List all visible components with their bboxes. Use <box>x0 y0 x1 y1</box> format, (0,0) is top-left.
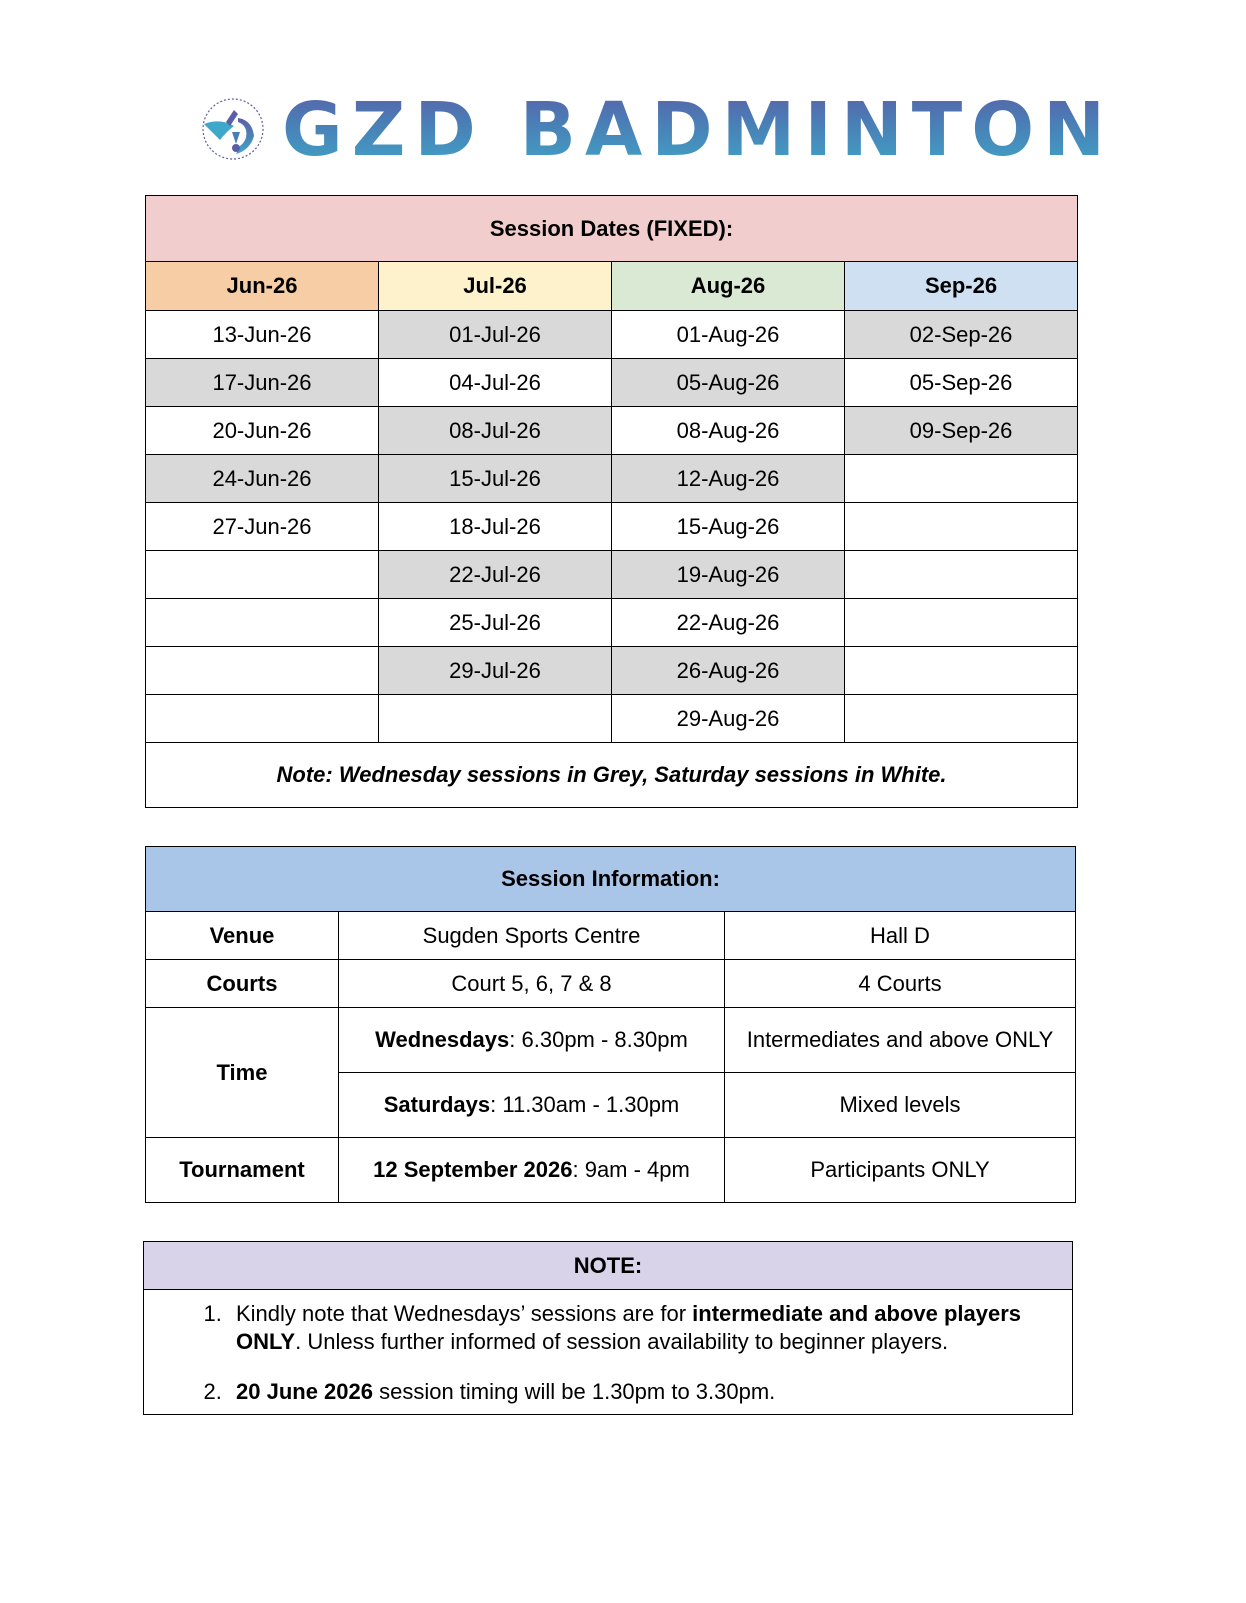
wednesday-level: Intermediates and above ONLY <box>725 1008 1076 1073</box>
note-item-2-date: 20 June 2026 <box>236 1379 373 1404</box>
saturday-day: Saturdays <box>383 1092 491 1117</box>
note-item-2-text: session timing will be 1.30pm to 3.30pm. <box>372 1379 776 1404</box>
note-item-1-emphasis: intermediate and above players ONLY <box>236 1301 1022 1354</box>
note-box <box>143 1241 1073 1415</box>
date-cell <box>845 599 1078 647</box>
date-cell: 08-Aug-26 <box>612 407 845 455</box>
time-label: Time <box>146 1008 339 1138</box>
date-cell: 17-Jun-26 <box>146 359 379 407</box>
date-cell <box>845 503 1078 551</box>
date-cell: 05-Sep-26 <box>845 359 1078 407</box>
date-cell: 15-Jul-26 <box>379 455 612 503</box>
wednesday-time <box>339 1008 725 1073</box>
table-row <box>146 455 1078 503</box>
date-cell: 01-Aug-26 <box>612 311 845 359</box>
tournament-date-time <box>339 1138 725 1203</box>
date-cell: 29-Jul-26 <box>379 647 612 695</box>
date-cell <box>379 695 612 743</box>
wednesday-day: Wednesdays <box>375 1027 510 1052</box>
table-row <box>146 407 1078 455</box>
note-item-1 <box>228 1300 1052 1356</box>
tournament-hours: : 9am - 4pm <box>572 1157 690 1182</box>
dates-legend-note: Note: Wednesday sessions in Grey, Saturday sessions in White. <box>146 743 1078 808</box>
date-cell: 13-Jun-26 <box>146 311 379 359</box>
table-row <box>146 359 1078 407</box>
saturday-hours: : 11.30am - 1.30pm <box>490 1092 680 1117</box>
date-cell <box>845 647 1078 695</box>
month-header: Sep-26 <box>845 262 1078 311</box>
date-cell <box>146 551 379 599</box>
month-header: Jul-26 <box>379 262 612 311</box>
note-list <box>144 1290 1072 1406</box>
tournament-participants: Participants ONLY <box>725 1138 1076 1203</box>
month-header: Jun-26 <box>146 262 379 311</box>
venue-place: Sugden Sports Centre <box>339 912 725 960</box>
courts-count: 4 Courts <box>725 960 1076 1008</box>
date-cell <box>146 647 379 695</box>
table-row <box>146 647 1078 695</box>
session-dates-table <box>145 195 1078 808</box>
saturday-level: Mixed levels <box>725 1073 1076 1138</box>
month-header: Aug-26 <box>612 262 845 311</box>
date-cell: 02-Sep-26 <box>845 311 1078 359</box>
date-cell: 15-Aug-26 <box>612 503 845 551</box>
shuttlecock-logo-icon <box>200 96 266 162</box>
session-information-table <box>145 846 1076 1203</box>
date-cell: 18-Jul-26 <box>379 503 612 551</box>
date-cell: 26-Aug-26 <box>612 647 845 695</box>
table-row <box>146 960 1076 1008</box>
date-cell: 12-Aug-26 <box>612 455 845 503</box>
note-title: NOTE: <box>144 1242 1072 1290</box>
date-cell: 09-Sep-26 <box>845 407 1078 455</box>
table-row <box>146 912 1076 960</box>
wednesday-hours: : 6.30pm - 8.30pm <box>509 1027 688 1052</box>
date-cell: 22-Aug-26 <box>612 599 845 647</box>
date-cell <box>845 455 1078 503</box>
date-cell: 08-Jul-26 <box>379 407 612 455</box>
tournament-date: 12 September 2026 <box>373 1157 573 1182</box>
session-information-title: Session Information: <box>146 847 1076 912</box>
date-cell: 20-Jun-26 <box>146 407 379 455</box>
date-cell <box>845 551 1078 599</box>
date-cell: 29-Aug-26 <box>612 695 845 743</box>
date-cell: 01-Jul-26 <box>379 311 612 359</box>
date-cell <box>146 599 379 647</box>
table-row <box>146 599 1078 647</box>
table-row <box>146 311 1078 359</box>
date-cell: 05-Aug-26 <box>612 359 845 407</box>
date-cell: 24-Jun-26 <box>146 455 379 503</box>
session-dates-title: Session Dates (FIXED): <box>146 196 1078 262</box>
table-row <box>146 1008 1076 1073</box>
note-item-2 <box>228 1378 1052 1406</box>
date-cell: 19-Aug-26 <box>612 551 845 599</box>
courts-label: Courts <box>146 960 339 1008</box>
date-cell: 25-Jul-26 <box>379 599 612 647</box>
date-cell: 04-Jul-26 <box>379 359 612 407</box>
logo-wordmark: GZD BADMINTON <box>282 87 1115 173</box>
saturday-time <box>339 1073 725 1138</box>
note-item-1-text-a: Kindly note that Wednesdays’ sessions are for <box>236 1301 693 1326</box>
venue-label: Venue <box>146 912 339 960</box>
date-cell: 27-Jun-26 <box>146 503 379 551</box>
header <box>200 87 1115 173</box>
table-row <box>146 503 1078 551</box>
venue-hall: Hall D <box>725 912 1076 960</box>
table-row <box>146 1138 1076 1203</box>
courts-list: Court 5, 6, 7 & 8 <box>339 960 725 1008</box>
tournament-label: Tournament <box>146 1138 339 1203</box>
table-row <box>146 695 1078 743</box>
table-row <box>146 551 1078 599</box>
note-item-1-text-c: . Unless further informed of session availability to beginner players. <box>295 1329 949 1354</box>
date-cell <box>146 695 379 743</box>
date-cell <box>845 695 1078 743</box>
date-cell: 22-Jul-26 <box>379 551 612 599</box>
